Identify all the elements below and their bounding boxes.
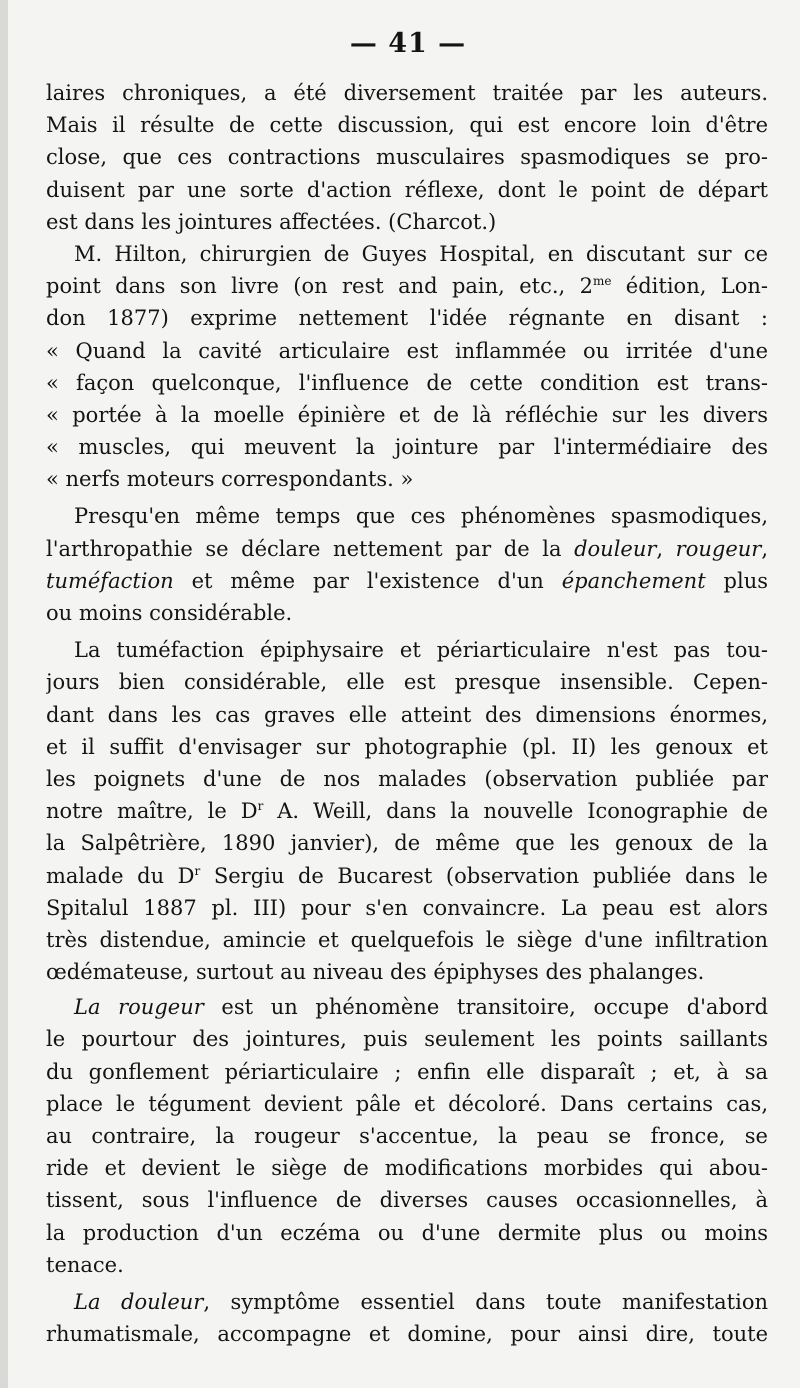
text-line: est dans les jointures affectées. (Charcot.): [46, 209, 497, 234]
italic-term: douleur: [574, 536, 657, 561]
text-line: au contraire, la rougeur s'accentue, la peau se fronce, se: [46, 1124, 768, 1148]
italic-term: tuméfaction: [46, 568, 174, 593]
italic-term: La rougeur: [74, 995, 204, 1020]
text-line: Spitalul 1887 pl. III) pour s'en convaincre. La peau est alors: [46, 895, 768, 920]
text-line: notre maître, le $D^r$ A. Weill, dans la nouvelle Iconographie de: [46, 799, 768, 824]
body-text: [46, 77, 768, 1350]
text-line: l'arthropathie se déclare nettement par de la douleur, rougeur,: [46, 536, 768, 561]
text-line: les poignets d'une de nos malades (observation publiée par: [46, 766, 768, 791]
text-line: don 1877) exprime nettement l'idée régnante en disant :: [46, 306, 768, 331]
italic-term: épanchement: [561, 568, 706, 593]
text-line: Presqu'en même temps que ces phénomènes spasmodiques,: [74, 504, 768, 529]
text-line: ou moins considérable.: [46, 601, 293, 625]
text-line: ride et devient le siège de modifications morbides qui abou-: [46, 1156, 768, 1181]
text-line: La douleur, symptôme essentiel dans toute manifestation: [74, 1289, 768, 1314]
text-line: tenace.: [46, 1252, 124, 1277]
page-number: — 41 —: [349, 28, 467, 59]
text-line: M. Hilton, chirurgien de Guyes Hospital, en discutant sur ce: [74, 241, 768, 266]
text-line: point dans son livre (on rest and pain, etc., $2^{me}$ édition, Lon-: [46, 274, 768, 299]
quote-line: « façon quelconque, l'influence de cette condition est trans-: [46, 370, 768, 395]
text-line: jours bien considérable, elle est presque insensible. Cepen-: [46, 670, 768, 695]
text-line: Mais il résulte de cette discussion, qui est encore loin d'être: [46, 113, 768, 138]
quote-line: « Quand la cavité articulaire est inflammée ou irritée d'une: [46, 338, 768, 363]
text-line: œdémateuse, surtout au niveau des épiphyses des phalanges.: [46, 960, 705, 985]
text-line: du gonflement périarticulaire ; enfin elle disparaît ; et, à sa: [46, 1059, 768, 1084]
superscript: r: [257, 799, 264, 814]
text-line: le pourtour des jointures, puis seulement les points saillants: [46, 1027, 768, 1052]
text-line: dant dans les cas graves elle atteint des dimensions énormes,: [46, 702, 768, 727]
text-line: et il suffit d'envisager sur photographie (pl. II) les genoux et: [46, 734, 768, 759]
text-line: rhumatismale, accompagne et domine, pour ainsi dire, toute: [46, 1322, 768, 1347]
text-line: place le tégument devient pâle et décoloré. Dans certains cas,: [46, 1091, 768, 1116]
text-line: tuméfaction et même par l'existence d'un épanchement plus: [46, 568, 768, 593]
text-line: close, que ces contractions musculaires spasmodiques se pro-: [46, 145, 768, 170]
superscript: me: [592, 274, 612, 289]
text-line: la Salpêtrière, 1890 janvier), de même que les genoux de la: [46, 831, 768, 856]
text-line: malade du $D^r$ Sergiu de Bucarest (observation publiée dans le: [46, 863, 768, 888]
text-line: laires chroniques, a été diversement traitée par les auteurs.: [46, 81, 768, 105]
quote-line: « portée à la moelle épinière et de là réfléchie sur les divers: [46, 402, 768, 427]
text-line: la production d'un eczéma ou d'une dermite plus ou moins: [46, 1220, 768, 1245]
italic-term: La douleur: [74, 1289, 204, 1314]
text-line: La tuméfaction épiphysaire et périarticulaire n'est pas tou-: [74, 638, 768, 663]
italic-term: rougeur: [675, 536, 762, 561]
text-line: tissent, sous l'influence de diverses causes occasionnelles, à: [46, 1188, 768, 1213]
text-line: très distendue, amincie et quelquefois le siège d'une infiltration: [46, 927, 768, 952]
quote-line: « muscles, qui meuvent la jointure par l'intermédiaire des: [46, 435, 768, 460]
text-line: duisent par une sorte d'action réflexe, dont le point de départ: [46, 177, 768, 202]
quote-line: « nerfs moteurs correspondants. »: [46, 467, 414, 492]
superscript: r: [194, 863, 201, 878]
text-line: La rougeur est un phénomène transitoire, occupe d'abord: [74, 995, 768, 1020]
